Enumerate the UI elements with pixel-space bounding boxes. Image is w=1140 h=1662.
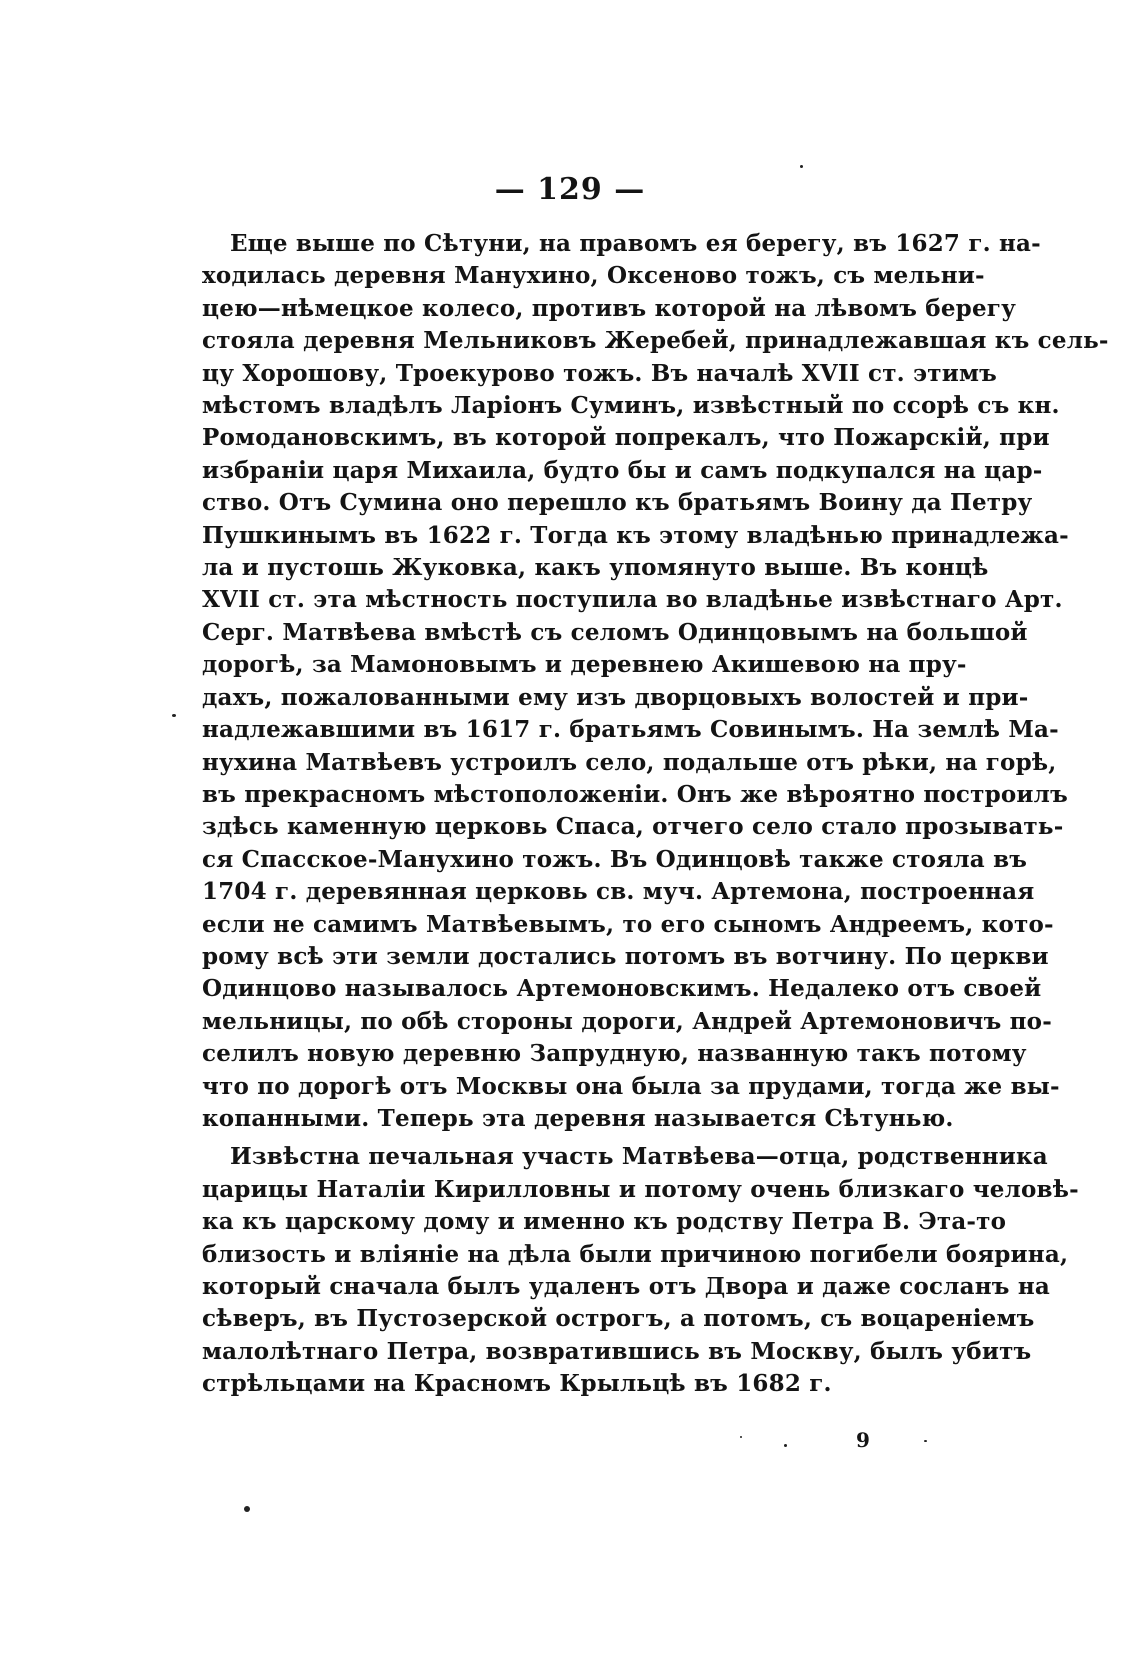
text-line: ходилась деревня Манухино, Оксеново тожъ, съ мельни- [202, 262, 985, 290]
text-line: XVII ст. эта мѣстность поступила во владѣнье извѣстнаго Арт. [202, 586, 1063, 614]
text-line: селилъ новую деревню Запрудную, названную такъ потому [202, 1040, 1027, 1068]
text-line: ся Спасское-Манухино тожъ. Въ Одинцовѣ также стояла въ [202, 845, 1028, 873]
text-line: что по дорогѣ отъ Москвы она была за прудами, тогда же вы- [202, 1072, 1060, 1100]
page-number: — 129 — [494, 172, 646, 207]
text-line: стояла деревня Мельниковъ Жеребей, принадлежавшая къ сель- [202, 327, 1109, 355]
text-line: копанными. Теперь эта деревня называется Сѣтунью. [202, 1104, 954, 1132]
text-line: въ прекрасномъ мѣстоположеніи. Онъ же вѣроятно построилъ [202, 780, 1068, 808]
text-line: Извѣстна печальная участь Матвѣева—отца, родственника [230, 1143, 1048, 1171]
text-line: ла и пустошь Жуковка, какъ упомянуто выше. Въ концѣ [202, 554, 989, 582]
text-line: царицы Наталіи Кирилловны и потому очень близкаго человѣ- [202, 1175, 1079, 1203]
text-line: цею—нѣмецкое колесо, противъ которой на лѣвомъ берегу [202, 294, 1016, 322]
text-line: избраніи царя Михаила, будто бы и самъ подкупался на цар- [202, 456, 1043, 484]
signature-mark: 9 [856, 1428, 870, 1452]
text-line: дахъ, пожалованными ему изъ дворцовыхъ волостей и при- [202, 683, 1029, 711]
text-line: Одинцово называлось Артемоновскимъ. Недалеко отъ своей [202, 975, 1042, 1003]
text-line: цу Хорошову, Троекурово тожъ. Въ началѣ XVII ст. этимъ [202, 359, 998, 387]
scan-speck [924, 1440, 927, 1442]
scan-speck [740, 1436, 742, 1438]
text-line: Еще выше по Сѣтуни, на правомъ ея берегу, въ 1627 г. на- [230, 230, 1041, 257]
text-line: дорогѣ, за Мамоновымъ и деревнею Акишевою на пру- [202, 651, 967, 679]
paragraph-1 [202, 228, 1109, 1135]
text-line: стрѣльцами на Красномъ Крыльцѣ въ 1682 г. [202, 1370, 832, 1398]
scan-speck [800, 165, 803, 168]
text-line: сѣверъ, въ Пустозерской острогъ, а потомъ, съ воцареніемъ [202, 1305, 1035, 1333]
text-line: который сначала былъ удаленъ отъ Двора и даже сосланъ на [202, 1273, 1050, 1300]
text-line: Ромодановскимъ, въ которой попрекалъ, что Пожарскій, при [202, 424, 1050, 452]
paragraph-2 [202, 1141, 1079, 1400]
text-line: 1704 г. деревянная церковь св. муч. Артемона, построенная [202, 878, 1035, 906]
scan-speck [784, 1444, 787, 1447]
text-line: если не самимъ Матвѣевымъ, то его сыномъ Андреемъ, кото- [202, 910, 1054, 938]
scan-speck [172, 714, 176, 717]
text-line: здѣсь каменную церковь Спаса, отчего село стало прозывать- [202, 813, 1064, 841]
text-line: близость и вліяніе на дѣла были причиною погибели боярина, [202, 1240, 1069, 1268]
text-line: ство. Отъ Сумина оно перешло къ братьямъ Воину да Петру [202, 489, 1033, 517]
text-line: ка къ царскому дому и именно къ родству Петра В. Эта-то [202, 1208, 1007, 1236]
text-line: надлежавшими въ 1617 г. братьямъ Совинымъ. На землѣ Ма- [202, 716, 1059, 744]
text-line: Серг. Матвѣева вмѣстѣ съ селомъ Одинцовымъ на большой [202, 618, 1028, 646]
text-line: нухина Матвѣевъ устроилъ село, подальше отъ рѣки, на горѣ, [202, 748, 1057, 776]
scan-speck [244, 1506, 250, 1512]
text-line: мельницы, по обѣ стороны дороги, Андрей Артемоновичъ по- [202, 1007, 1052, 1035]
text-line: рому всѣ эти земли достались потомъ въ вотчину. По церкви [202, 942, 1049, 970]
text-line: мѣстомъ владѣлъ Ларіонъ Суминъ, извѣстный по ссорѣ съ кн. [202, 392, 1060, 420]
body-text [202, 228, 1109, 1401]
text-line: Пушкинымъ въ 1622 г. Тогда къ этому владѣнью принадлежа- [202, 521, 1069, 549]
text-line: малолѣтнаго Петра, возвратившись въ Москву, былъ убитъ [202, 1337, 1032, 1365]
